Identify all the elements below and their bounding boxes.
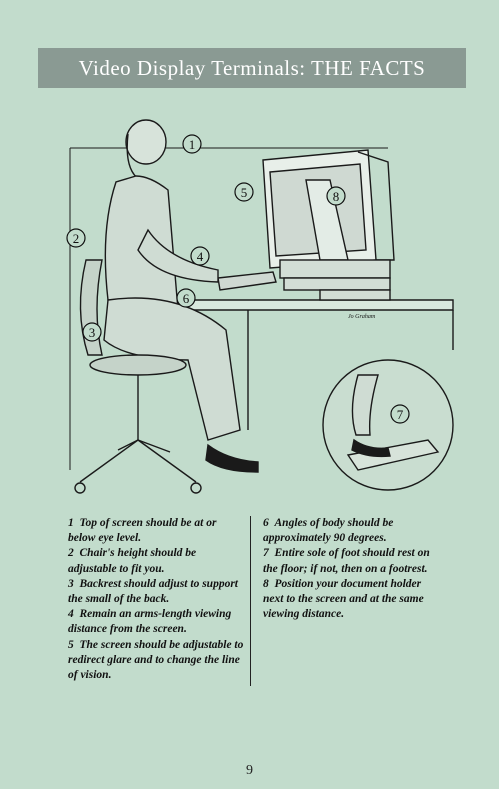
artist-signature: Jo Graham bbox=[348, 314, 376, 320]
page-number: 9 bbox=[246, 763, 253, 778]
svg-text:5: 5 bbox=[240, 185, 248, 200]
svg-text:6: 6 bbox=[182, 291, 190, 306]
tip-item: 2 Chair's height should be adjustable to fit you. bbox=[68, 547, 197, 575]
callout-3 bbox=[83, 323, 101, 341]
svg-text:1: 1 bbox=[188, 137, 196, 152]
page-title: Video Display Terminals: THE FACTS bbox=[78, 55, 426, 80]
tip-item: 8 Position your document holder next to the screen and at the same viewing distance. bbox=[263, 577, 424, 621]
callout-8 bbox=[327, 187, 345, 205]
svg-text:8: 8 bbox=[332, 189, 340, 204]
svg-text:2: 2 bbox=[72, 231, 80, 246]
svg-text:7: 7 bbox=[396, 407, 404, 422]
svg-text:4: 4 bbox=[196, 249, 204, 264]
tip-item: 1 Top of screen should be at or below eye level. bbox=[68, 517, 217, 545]
tips-left-column bbox=[68, 516, 246, 683]
tip-item: 4 Remain an arms-length viewing distance from the screen. bbox=[68, 608, 232, 636]
tips-right-column bbox=[263, 516, 443, 622]
tip-item: 3 Backrest should adjust to support the small of the back. bbox=[68, 577, 238, 606]
title-banner bbox=[38, 48, 466, 88]
callout-7 bbox=[391, 405, 409, 423]
tip-item: 6 Angles of body should be approximately 90 degrees. bbox=[263, 517, 394, 545]
callout-1 bbox=[183, 135, 201, 153]
callout-4 bbox=[191, 247, 209, 265]
ergonomic-workstation-illustration bbox=[58, 110, 458, 508]
callout-5 bbox=[235, 183, 253, 201]
callout-6 bbox=[177, 289, 195, 307]
svg-text:3: 3 bbox=[88, 325, 96, 340]
tip-item: 5 The screen should be adjustable to redirect glare and to change the line of vision. bbox=[68, 638, 244, 682]
tip-item: 7 Entire sole of foot should rest on the floor; if not, then on a footrest. bbox=[263, 547, 430, 575]
column-divider bbox=[250, 516, 251, 686]
callout-2 bbox=[67, 229, 85, 247]
